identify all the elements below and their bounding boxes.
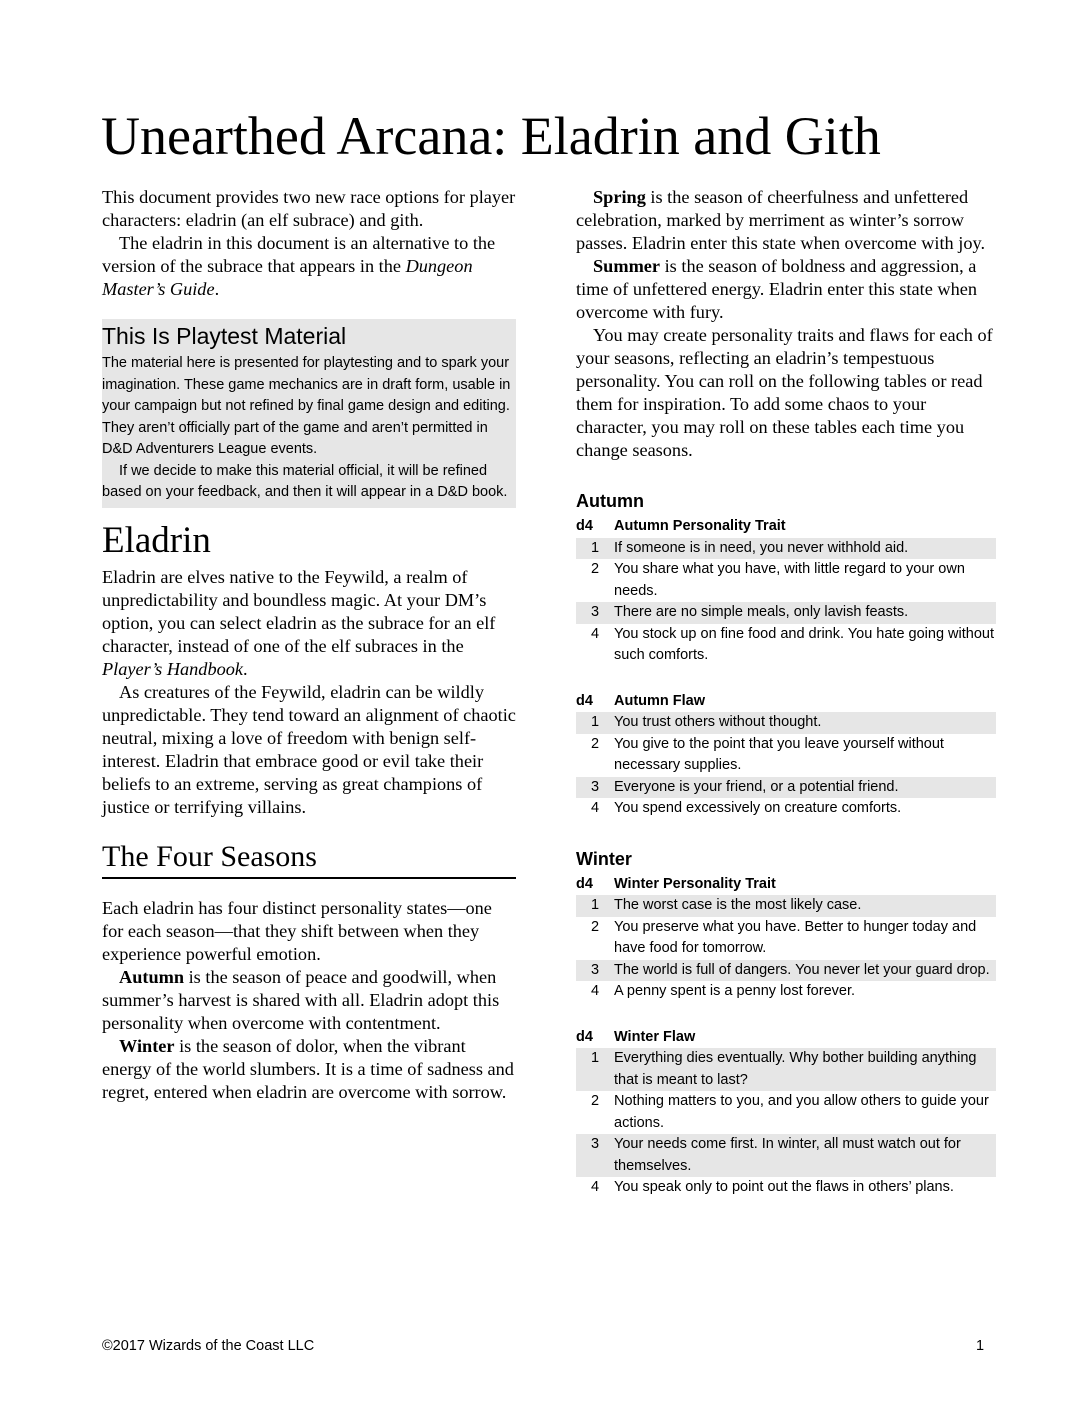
table-row xyxy=(576,917,996,960)
table-row xyxy=(576,895,996,917)
left-column xyxy=(102,186,516,1104)
roll-number: 4 xyxy=(590,800,600,816)
dmg-title: Dungeon Master’s Guide xyxy=(102,256,473,299)
roll-number: 3 xyxy=(576,602,614,624)
table-row xyxy=(576,734,996,777)
eladrin-heading: Eladrin xyxy=(102,519,211,561)
autumn-table-heading: Autumn xyxy=(576,491,644,511)
playtest-paragraph-2: If we decide to make this material official, it will be refined based on your feedback, and then it will appear in a D&D book. xyxy=(102,462,508,500)
table-die-header: d4 xyxy=(576,518,593,534)
autumn-text: is the season of peace and goodwill, when summer’s harvest is shared with all. Eladrin adopt this personality when overcome with contentment. xyxy=(102,966,500,1033)
winter-description xyxy=(102,1035,516,1104)
eladrin-p1-end: . xyxy=(242,658,248,679)
roll-result: Your needs come first. In winter, all must watch out for themselves. xyxy=(614,1134,996,1177)
footer-page-number: 1 xyxy=(976,1338,985,1354)
roll-result: A penny spent is a penny lost forever. xyxy=(614,983,856,999)
table-row xyxy=(576,602,996,624)
footer-copyright: ©2017 Wizards of the Coast LLC xyxy=(102,1338,315,1354)
page-title: Unearthed Arcana: Eladrin and Gith xyxy=(101,106,881,166)
roll-result: You share what you have, with little regard to your own needs. xyxy=(614,561,965,599)
table-title-header: Winter Flaw xyxy=(614,1028,696,1045)
autumn-term: Autumn xyxy=(119,966,185,987)
roll-result: Everyone is your friend, or a potential friend. xyxy=(614,777,996,799)
table-row xyxy=(576,1048,996,1091)
roll-result: The world is full of dangers. You never let your guard drop. xyxy=(614,960,996,982)
roll-result: There are no simple meals, only lavish feasts. xyxy=(614,602,996,624)
table-row xyxy=(576,559,996,602)
roll-result: You speak only to point out the flaws in others’ plans. xyxy=(614,1179,954,1195)
intro-paragraph-2 xyxy=(102,232,516,301)
roll-result: Everything dies eventually. Why bother building anything that is meant to last? xyxy=(614,1048,996,1091)
table-row xyxy=(576,1091,996,1134)
roll-result: You trust others without thought. xyxy=(614,712,996,734)
table-row xyxy=(576,777,996,799)
roll-number: 2 xyxy=(590,561,600,577)
table-row xyxy=(576,981,996,1003)
winter-term: Winter xyxy=(119,1035,175,1056)
four-seasons-heading: The Four Seasons xyxy=(102,839,516,879)
roll-number: 4 xyxy=(590,1179,600,1195)
autumn-description xyxy=(102,966,516,1035)
roll-number: 2 xyxy=(590,1093,600,1109)
playtest-heading: This Is Playtest Material xyxy=(102,323,347,349)
winter-flaw-table xyxy=(576,1027,996,1199)
roll-result: You stock up on fine food and drink. You hate going without such comforts. xyxy=(614,625,994,663)
playtest-paragraph-1: The material here is presented for playtesting and to spark your imagination. These game mechanics are in draft form, usable in your campaign but not refined by final game design and editing. They aren’t officially part of the game and aren’t permitted in D&D Adventurers League events. xyxy=(102,355,511,457)
eladrin-paragraph-1 xyxy=(102,566,516,681)
spring-description xyxy=(576,186,996,255)
roll-number: 1 xyxy=(576,538,614,560)
table-title-header: Autumn Personality Trait xyxy=(614,518,786,534)
seasons-intro: Each eladrin has four distinct personality states—one for each season—that they shift between when they experience powerful emotion. xyxy=(102,897,492,964)
autumn-trait-table xyxy=(576,516,996,667)
table-row xyxy=(576,960,996,982)
table-row xyxy=(576,1177,996,1199)
spring-term: Spring xyxy=(593,187,646,207)
eladrin-paragraph-2: As creatures of the Feywild, eladrin can be wildly unpredictable. They tend toward an alignment of chaotic neutral, mixing a love of freedom with benign self-interest. Eladrin that embrace good or evil take their beliefs to an extreme, serving as great champions of justice or terrifying villains. xyxy=(102,681,516,817)
roll-number: 4 xyxy=(590,983,600,999)
roll-number: 3 xyxy=(576,1134,614,1177)
intro-paragraph-1: This document provides two new race options for player characters: eladrin (an elf subrace) and gith. xyxy=(102,187,516,230)
table-row xyxy=(576,1134,996,1177)
phb-title: Player’s Handbook xyxy=(102,658,243,679)
roll-number: 1 xyxy=(576,1048,614,1091)
eladrin-p1-text: Eladrin are elves native to the Feywild, a realm of unpredictability and boundless magic. At your DM’s option, you can select eladrin as the subrace for an elf character, instead of one of the elf subraces in the xyxy=(102,566,496,656)
roll-result: The worst case is the most likely case. xyxy=(614,895,996,917)
table-row xyxy=(576,538,996,560)
table-die-header: d4 xyxy=(576,875,593,892)
table-die-header: d4 xyxy=(576,1028,593,1045)
roll-result: You preserve what you have. Better to hunger today and have food for tomorrow. xyxy=(614,918,977,956)
traits-paragraph: You may create personality traits and flaws for each of your seasons, reflecting an eladrin’s tempestuous personality. You can roll on the following tables or read them for inspiration. To add some chaos to your character, you may roll on these tables each time you change seasons. xyxy=(576,325,993,460)
table-row xyxy=(576,798,996,820)
roll-result: You spend excessively on creature comforts. xyxy=(614,800,902,816)
roll-number: 4 xyxy=(590,625,600,642)
table-row xyxy=(576,712,996,734)
summer-description xyxy=(576,255,996,324)
roll-number: 1 xyxy=(576,895,614,917)
right-column xyxy=(576,186,996,1199)
intro-p2-end: . xyxy=(214,279,220,299)
roll-number: 3 xyxy=(576,777,614,799)
roll-number: 3 xyxy=(576,960,614,982)
autumn-flaw-table xyxy=(576,691,996,820)
table-die-header: d4 xyxy=(576,692,593,709)
summer-text: is the season of boldness and aggression, a time of unfettered energy. Eladrin enter this state when overcome with fury. xyxy=(576,256,978,322)
roll-number: 2 xyxy=(590,918,600,935)
roll-number: 1 xyxy=(576,712,614,734)
roll-result: Nothing matters to you, and you allow others to guide your actions. xyxy=(614,1093,989,1131)
winter-table-heading: Winter xyxy=(576,848,632,869)
spring-text: is the season of cheerfulness and unfettered celebration, marked by merriment as winter’s sorrow passes. Eladrin enter this state when overcome with joy. xyxy=(576,187,986,253)
roll-result: If someone is in need, you never withhold aid. xyxy=(614,538,996,560)
winter-text: is the season of dolor, when the vibrant energy of the world slumbers. It is a time of sadness and regret, entered when eladrin are overcome with sorrow. xyxy=(102,1035,514,1102)
roll-number: 2 xyxy=(590,735,600,752)
roll-result: You give to the point that you leave yourself without necessary supplies. xyxy=(614,735,944,773)
playtest-sidebar xyxy=(102,319,516,508)
table-title-header: Autumn Flaw xyxy=(614,692,706,709)
table-title-header: Winter Personality Trait xyxy=(614,875,776,892)
table-row xyxy=(576,624,996,667)
intro-p2-text: The eladrin in this document is an alternative to the version of the subrace that appears in the xyxy=(102,233,496,276)
winter-trait-table xyxy=(576,874,996,1003)
summer-term: Summer xyxy=(593,256,661,276)
